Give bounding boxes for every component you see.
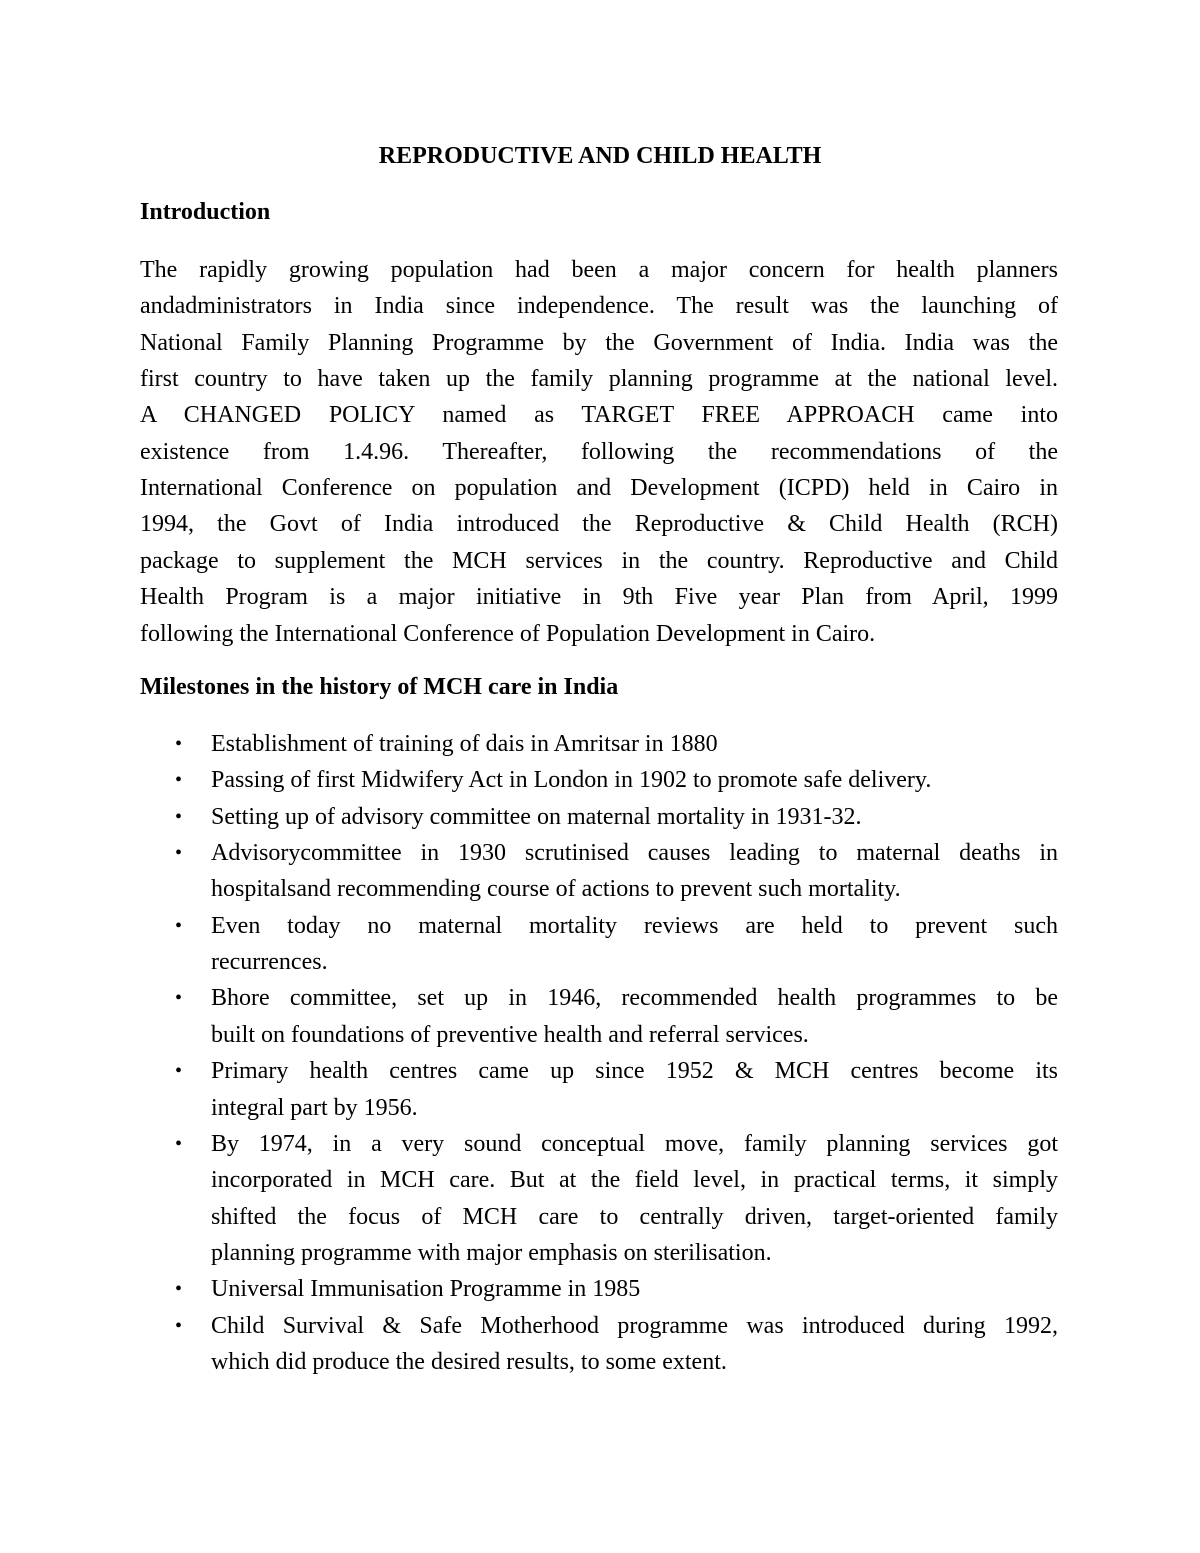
list-item-line: Child Survival & Safe Motherhood programme was introduced during 1992, [211, 1312, 1058, 1339]
bullet-icon: • [175, 842, 183, 865]
bullet-icon: • [175, 733, 183, 755]
milestones-heading: Milestones in the history of MCH care in India [140, 674, 619, 700]
list-item-line: planning programme with major emphasis on sterilisation. [211, 1239, 772, 1266]
list-item-line: built on foundations of preventive health and referral services. [211, 1021, 809, 1048]
list-item-line: hospitalsand recommending course of actions to prevent such mortality. [211, 876, 901, 903]
paragraph-line: first country to have taken up the family planning programme at the national level. [140, 366, 1058, 393]
list-item-line: which did produce the desired results, to some extent. [211, 1348, 727, 1375]
list-item-line: recurrences. [211, 949, 328, 976]
paragraph-line: A CHANGED POLICY named as TARGET FREE APPROACH came into [140, 402, 1058, 429]
bullet-icon: • [175, 1278, 183, 1301]
list-item-line: Passing of first Midwifery Act in London in 1902 to promote safe delivery. [211, 767, 932, 794]
paragraph-line: existence from 1.4.96. Thereafter, following the recommendations of the [140, 438, 1058, 465]
paragraph-line: following the International Conference of Population Development in Cairo. [140, 620, 876, 647]
paragraph-line: National Family Planning Programme by the Government of India. India was the [140, 329, 1058, 356]
paragraph-line: andadministrators in India since independence. The result was the launching of [140, 293, 1058, 320]
paragraph-line: Health Program is a major initiative in 9th Five year Plan from April, 1999 [140, 584, 1058, 611]
list-item-line: integral part by 1956. [211, 1094, 418, 1121]
bullet-icon: • [175, 1314, 183, 1337]
list-item-line: By 1974, in a very sound conceptual move, family planning services got [211, 1130, 1058, 1157]
list-item-line: Universal Immunisation Programme in 1985 [211, 1276, 641, 1303]
intro-heading: Introduction [140, 199, 271, 225]
bullet-icon: • [175, 1132, 183, 1155]
list-item-line: Primary health centres came up since 1952 & MCH centres become its [211, 1058, 1058, 1085]
bullet-icon: • [175, 914, 183, 937]
list-item-line: shifted the focus of MCH care to centrally driven, target-oriented family [211, 1203, 1058, 1230]
paragraph-line: International Conference on population and Development (ICPD) held in Cairo in [140, 475, 1058, 502]
list-item-line: Establishment of training of dais in Amritsar in 1880 [211, 731, 718, 757]
bullet-icon: • [175, 1060, 183, 1083]
bullet-icon: • [175, 805, 183, 828]
list-item-line: Advisorycommittee in 1930 scrutinised causes leading to maternal deaths in [211, 840, 1058, 867]
list-item-line: Even today no maternal mortality reviews are held to prevent such [211, 912, 1058, 939]
paragraph-line: package to supplement the MCH services in the country. Reproductive and Child [140, 547, 1058, 574]
list-item-line: Setting up of advisory committee on maternal mortality in 1931-32. [211, 803, 862, 830]
paragraph-line: 1994, the Govt of India introduced the Reproductive & Child Health (RCH) [140, 511, 1058, 538]
list-item-line: Bhore committee, set up in 1946, recommended health programmes to be [211, 985, 1058, 1012]
bullet-icon: • [175, 987, 183, 1010]
list-item-line: incorporated in MCH care. But at the field level, in practical terms, it simply [211, 1167, 1058, 1194]
bullet-icon: • [175, 769, 183, 792]
document-title: REPRODUCTIVE AND CHILD HEALTH [378, 143, 822, 169]
paragraph-line: The rapidly growing population had been a major concern for health planners [140, 257, 1058, 283]
